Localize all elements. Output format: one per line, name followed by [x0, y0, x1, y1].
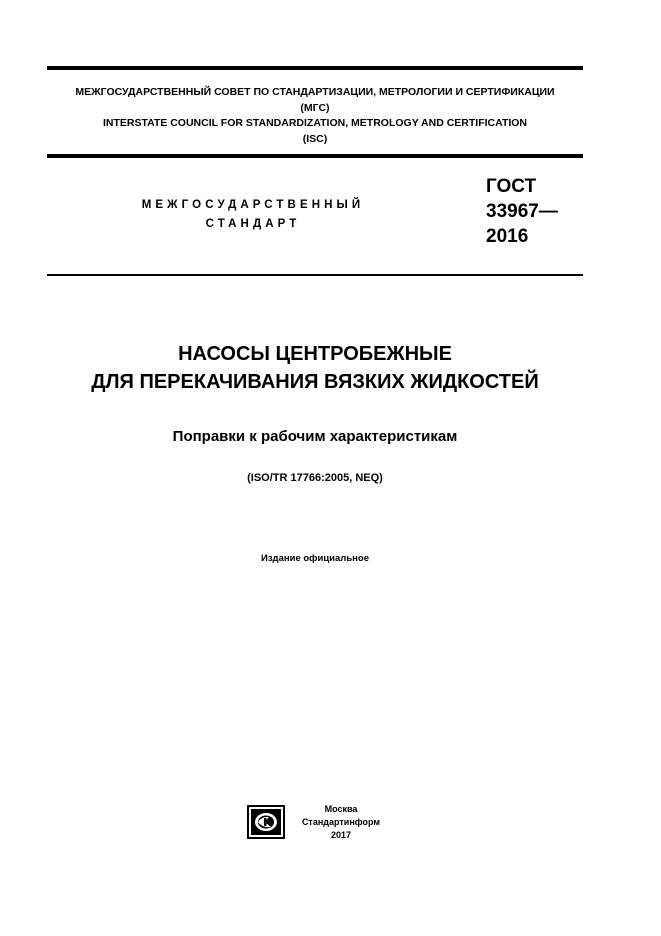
document-title	[47, 340, 583, 396]
edition-note: Издание официальное	[261, 553, 369, 564]
publisher-name: Стандартинформ	[301, 817, 381, 827]
publisher-city: Москва	[324, 804, 358, 814]
international-reference: (ISO/TR 17766:2005, NEQ)	[247, 472, 383, 484]
council-header	[47, 85, 583, 147]
standard-type-line2: СТАНДАРТ	[205, 218, 301, 230]
designation-year: 2016	[486, 226, 529, 247]
council-name-en: INTERSTATE COUNCIL FOR STANDARDIZATION, METROLOGY AND CERTIFICATION	[102, 117, 528, 129]
publisher-block	[291, 803, 391, 842]
title-line1: НАСОСЫ ЦЕНТРОБЕЖНЫЕ	[178, 343, 452, 365]
document-subtitle: Поправки к рабочим характеристикам	[172, 428, 458, 445]
council-abbr-en: (ISC)	[302, 132, 328, 145]
middle-divider	[47, 154, 583, 158]
title-line2: ДЛЯ ПЕРЕКАЧИВАНИЯ ВЯЗКИХ ЖИДКОСТЕЙ	[91, 371, 539, 393]
council-abbr-ru: (МГС)	[300, 101, 330, 114]
standard-type	[128, 196, 378, 234]
council-name-ru: МЕЖГОСУДАРСТВЕННЫЙ СОВЕТ ПО СТАНДАРТИЗАЦИИ, МЕТРОЛОГИИ И СЕРТИФИКАЦИИ	[75, 86, 555, 98]
designation-number: 33967—	[486, 201, 558, 222]
designation-prefix: ГОСТ	[486, 176, 537, 197]
standartinform-logo-icon	[247, 805, 285, 839]
thin-divider	[47, 274, 583, 276]
top-divider	[47, 66, 583, 70]
standard-designation	[486, 174, 558, 249]
publisher-year: 2017	[330, 830, 352, 840]
standard-type-line1: МЕЖГОСУДАРСТВЕННЫЙ	[141, 199, 365, 211]
